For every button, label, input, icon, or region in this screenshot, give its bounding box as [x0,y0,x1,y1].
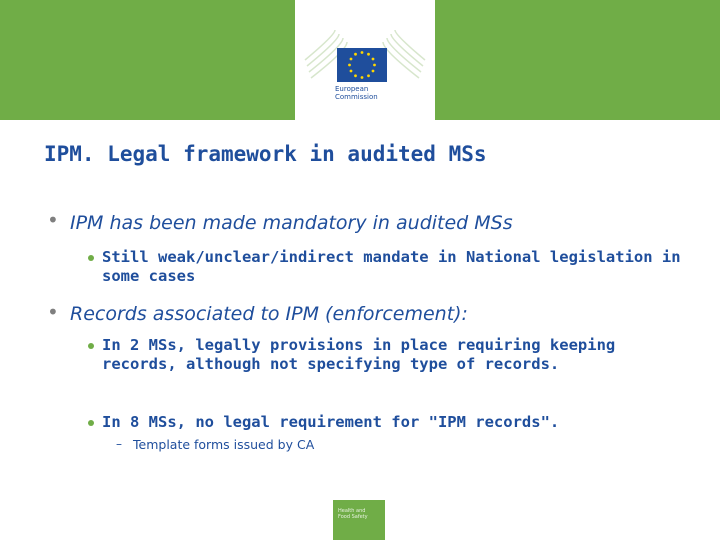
bullet-2-subsub: Template forms issued by CA [133,437,315,452]
footer-line1: Health and [338,508,366,514]
footer-text [338,508,368,520]
bullet-2-sub-1: In 2 MSs, legally provisions in place requiring keeping records, although not specifying type of records. [102,336,616,373]
logo-caption [335,85,378,101]
bullet-2-sub-2: In 8 MSs, no legal requirement for "IPM records". [102,413,560,431]
european-commission-logo [295,0,435,120]
logo-caption-line1: European [335,85,369,93]
bullet-icon: • [47,300,59,324]
bullet-1-sub-1: Still weak/unclear/indirect mandate in National legislation in some cases [102,248,681,285]
footer-line2: Food Safety [338,514,368,520]
health-food-safety-badge [333,500,385,540]
sub-bullet-icon [88,343,94,349]
sub-bullet-icon [88,255,94,261]
bullet-2-text: Records associated to IPM (enforcement): [70,303,468,325]
sub-bullet-icon [88,420,94,426]
bullet-icon: • [47,208,59,232]
dash-icon: – [116,437,122,451]
page-title: IPM. Legal framework in audited MSs [44,142,487,166]
commission-building-icon [295,0,435,120]
bullet-1-text: IPM has been made mandatory in audited MSs [70,212,513,234]
logo-caption-line2: Commission [335,93,378,101]
